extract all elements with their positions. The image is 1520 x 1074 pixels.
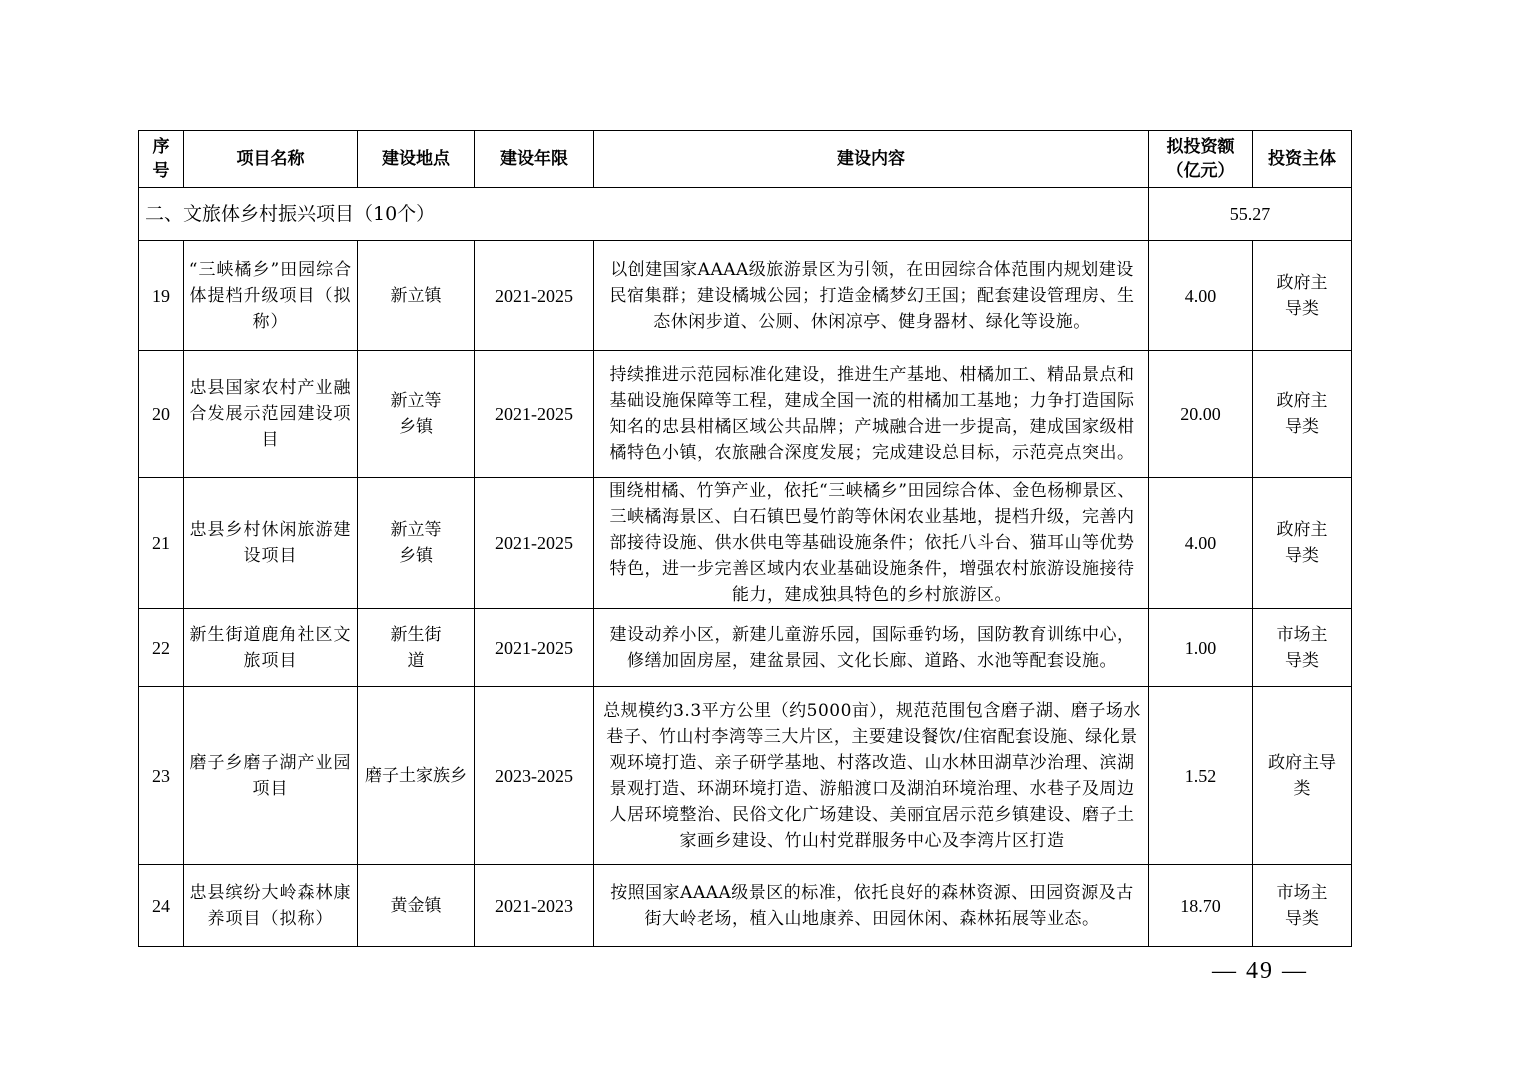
table-row — [139, 687, 1352, 865]
page-number: — 49 — — [1212, 958, 1308, 984]
row-seq: 21 — [139, 478, 184, 609]
row-location: 黄金镇 — [358, 865, 475, 947]
section-title: 二、文旅体乡村振兴项目（10个） — [139, 188, 1149, 241]
row-location: 磨子土家族乡 — [358, 687, 475, 865]
row-seq: 24 — [139, 865, 184, 947]
row-investment: 1.52 — [1149, 687, 1253, 865]
header-name: 项目名称 — [184, 131, 358, 188]
row-seq: 19 — [139, 241, 184, 351]
row-name: 忠县国家农村产业融合发展示范园建设项目 — [184, 351, 358, 478]
row-content: 以创建国家AAAA级旅游景区为引领，在田园综合体范围内规划建设民宿集群；建设橘城公园；打造金橘梦幻王国；配套建设管理房、生态休闲步道、公厕、休闲凉亭、健身器材、绿化等设施。 — [594, 241, 1149, 351]
row-location: 新立等乡镇 — [358, 478, 475, 609]
row-period: 2021-2025 — [475, 478, 594, 609]
row-period: 2021-2023 — [475, 865, 594, 947]
row-seq: 20 — [139, 351, 184, 478]
row-entity: 市场主导类 — [1253, 609, 1352, 687]
row-content: 持续推进示范园标准化建设，推进生产基地、柑橘加工、精品景点和基础设施保障等工程，建成全国一流的柑橘加工基地；力争打造国际知名的忠县柑橘区域公共品牌；产城融合进一步提高，建成国家级柑橘特色小镇，农旅融合深度发展；完成建设总目标，示范亮点突出。 — [594, 351, 1149, 478]
row-location: 新生街道 — [358, 609, 475, 687]
row-entity: 政府主导类 — [1253, 241, 1352, 351]
table-row — [139, 241, 1352, 351]
row-investment: 20.00 — [1149, 351, 1253, 478]
row-location: 新立等乡镇 — [358, 351, 475, 478]
row-content: 建设动养小区，新建儿童游乐园，国际垂钓场，国防教育训练中心，修缮加固房屋，建盆景园、文化长廊、道路、水池等配套设施。 — [594, 609, 1149, 687]
row-content: 总规模约3.3平方公里（约5000亩），规范范围包含磨子湖、磨子场水巷子、竹山村李湾等三大片区，主要建设餐饮/住宿配套设施、绿化景观环境打造、亲子研学基地、村落改造、山水林田湖草沙治理、滨湖景观打造、环湖环境打造、游船渡口及湖泊环境治理、水巷子及周边人居环境整治、民俗文化广场建设、美丽宜居示范乡镇建设、磨子土家画乡建设、竹山村党群服务中心及李湾片区打造 — [594, 687, 1149, 865]
row-period: 2021-2025 — [475, 241, 594, 351]
row-location: 新立镇 — [358, 241, 475, 351]
section-row — [139, 188, 1352, 241]
header-content: 建设内容 — [594, 131, 1149, 188]
header-investment: 拟投资额（亿元） — [1149, 131, 1253, 188]
table-row — [139, 351, 1352, 478]
row-investment: 4.00 — [1149, 241, 1253, 351]
row-name: 磨子乡磨子湖产业园项目 — [184, 687, 358, 865]
row-entity: 政府主导类 — [1253, 478, 1352, 609]
table-row — [139, 609, 1352, 687]
row-content: 按照国家AAAA级景区的标准，依托良好的森林资源、田园资源及古街大岭老场，植入山地康养、田园休闲、森林拓展等业态。 — [594, 865, 1149, 947]
section-total: 55.27 — [1149, 188, 1352, 241]
row-investment: 18.70 — [1149, 865, 1253, 947]
header-period: 建设年限 — [475, 131, 594, 188]
row-name: 忠县缤纷大岭森林康养项目（拟称） — [184, 865, 358, 947]
table-row — [139, 865, 1352, 947]
row-name: 忠县乡村休闲旅游建设项目 — [184, 478, 358, 609]
header-location: 建设地点 — [358, 131, 475, 188]
table-row — [139, 478, 1352, 609]
header-entity: 投资主体 — [1253, 131, 1352, 188]
row-content: 围绕柑橘、竹笋产业，依托“三峡橘乡”田园综合体、金色杨柳景区、三峡橘海景区、白石镇巴曼竹韵等休闲农业基地，提档升级，完善内部接待设施、供水供电等基础设施条件；依托八斗台、猫耳山等优势特色，进一步完善区域内农业基础设施条件，增强农村旅游设施接待能力，建成独具特色的乡村旅游区。 — [594, 478, 1149, 609]
row-seq: 23 — [139, 687, 184, 865]
row-investment: 1.00 — [1149, 609, 1253, 687]
row-name: 新生街道鹿角社区文旅项目 — [184, 609, 358, 687]
header-seq: 序号 — [139, 131, 184, 188]
row-entity: 政府主导类 — [1253, 351, 1352, 478]
row-period: 2021-2025 — [475, 609, 594, 687]
row-entity: 政府主导类 — [1253, 687, 1352, 865]
row-name: “三峡橘乡”田园综合体提档升级项目（拟称） — [184, 241, 358, 351]
header-row — [139, 131, 1352, 188]
row-period: 2023-2025 — [475, 687, 594, 865]
row-period: 2021-2025 — [475, 351, 594, 478]
project-table — [138, 130, 1352, 947]
row-entity: 市场主导类 — [1253, 865, 1352, 947]
row-investment: 4.00 — [1149, 478, 1253, 609]
row-seq: 22 — [139, 609, 184, 687]
